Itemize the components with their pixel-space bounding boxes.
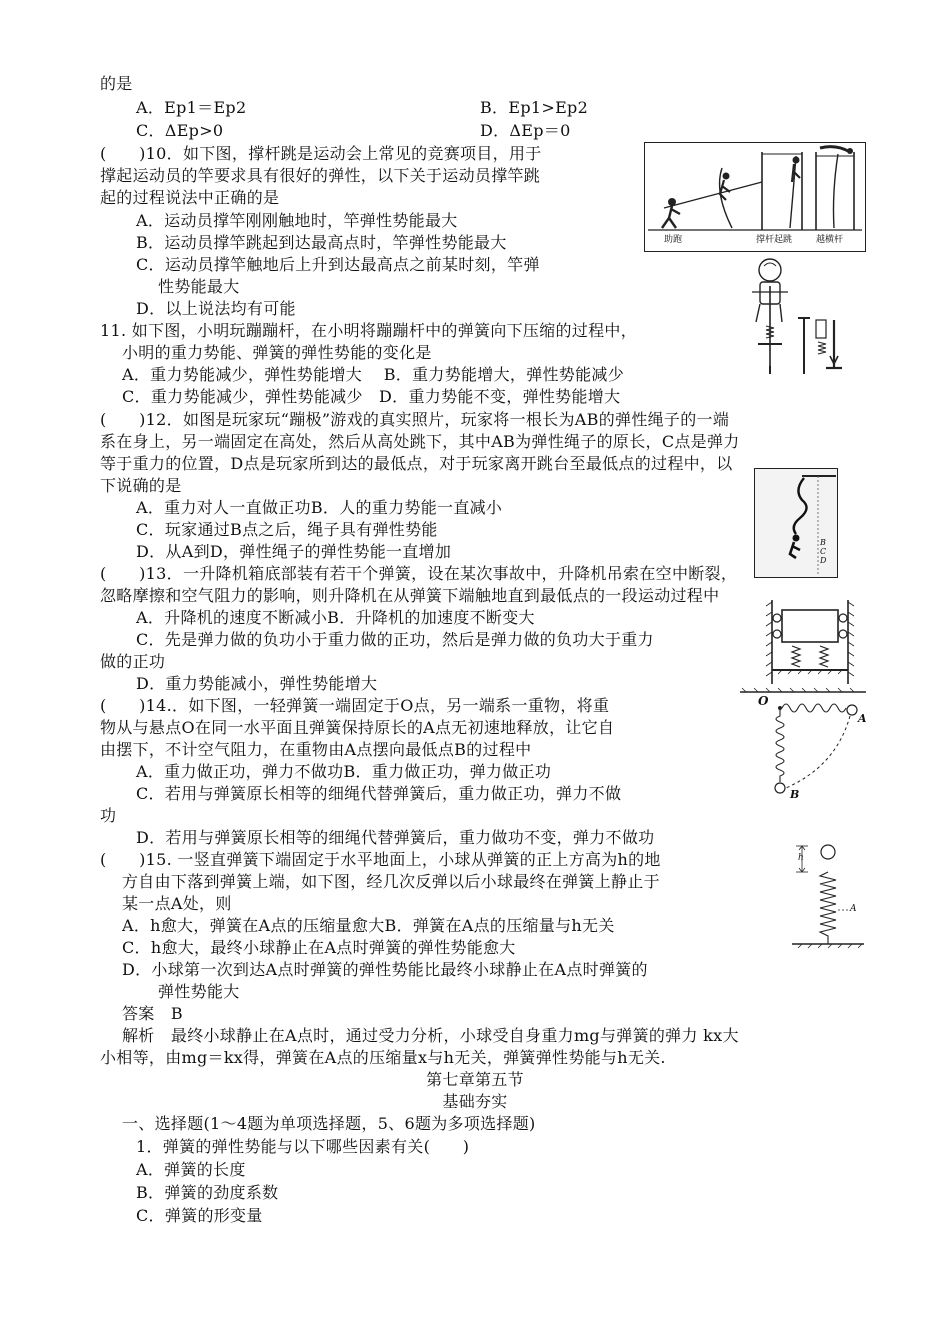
- option-c: C．ΔEp>0: [136, 121, 224, 140]
- q14-line: 由摆下，不计空气阻力，在重物由A点摆向最低点B的过程中: [100, 740, 532, 759]
- q15-explanation: 小相等，由mg＝kx得，弹簧在A点的压缩量x与h无关，弹簧弹性势能与h无关.: [100, 1048, 666, 1067]
- q13-line: 忽略摩擦和空气阻力的影响，则升降机在从弹簧下端触地直到最低点的一段运动过程中: [100, 586, 720, 605]
- q14-option-c: C．若用与弹簧原长相等的细绳代替弹簧后，重力做正功，弹力不做: [136, 784, 622, 803]
- q14-option-d: D．若用与弹簧原长相等的细绳代替弹簧后，重力做功不变，弹力不做功: [136, 828, 655, 847]
- q15-option-c: C．h愈大，最终小球静止在A点时弹簧的弹性势能愈大: [122, 938, 516, 957]
- point-o-label: O: [758, 694, 769, 708]
- pole-vault-figure: [644, 142, 866, 252]
- chapter-heading: 第七章第五节: [426, 1070, 524, 1089]
- q12-line: 等于重力的位置，D点是玩家所到达的最低点，对于玩家离开跳台至最低点的过程中，以: [100, 454, 733, 473]
- q15-option-d: 弹性势能大: [158, 982, 240, 1001]
- figure-label-takeoff: 撑杆起跳: [756, 235, 793, 245]
- q12-option-c: C．玩家通过B点之后，绳子具有弹性势能: [136, 520, 438, 539]
- point-a-label: A: [850, 904, 857, 914]
- figure-label-run: 助跑: [664, 235, 683, 245]
- q14-option-c: 功: [100, 806, 117, 825]
- q11-line: 小明的重力势能、弹簧的弹性势能的变化是: [122, 343, 432, 362]
- q11-options-cd: C．重力势能减少，弹性势能减少 D．重力势能不变，弹性势能增大: [122, 387, 621, 406]
- q12-line: 下说确的是: [100, 476, 182, 495]
- q15-explanation: 解析 最终小球静止在A点时，通过受力分析，小球受自身重力mg与弹簧的弹力 kx大: [122, 1026, 739, 1045]
- q1-option-b: B．弹簧的劲度系数: [136, 1183, 279, 1202]
- q13-option-d: D．重力势能减小，弹性势能增大: [136, 674, 378, 693]
- q1-option-a: A．弹簧的长度: [136, 1160, 246, 1179]
- q14-options-ab: A．重力做正功，弹力不做功B．重力做正功，弹力做正功: [136, 762, 552, 781]
- q15-line: ( )15. 一竖直弹簧下端固定于水平地面上，小球从弹簧的正上方高为h的地: [100, 850, 661, 869]
- q13-option-c: 做的正功: [100, 652, 166, 671]
- ball-spring-figure: [788, 840, 868, 950]
- q11-options-ab: A．重力势能减少，弹性势能增大 B．重力势能增大，弹性势能减少: [122, 365, 624, 384]
- q1-option-c: C．弹簧的形变量: [136, 1206, 263, 1225]
- q10-option-c: C．运动员撑竿触地后上升到达最高点之前某时刻，竿弹: [136, 255, 540, 274]
- q10-option-b: B．运动员撑竿跳起到达最高点时，竿弹性势能最大: [136, 233, 507, 252]
- elevator-springs-figure: [764, 598, 856, 686]
- point-b-label: B: [790, 788, 800, 801]
- q10-option-c: 性势能最大: [158, 277, 240, 296]
- height-h-label: h: [798, 853, 804, 863]
- option-b: B．Ep1>Ep2: [480, 98, 589, 117]
- q12-option-d: D．从A到D，弹性绳子的弹性势能一直增加: [136, 542, 452, 561]
- q15-option-d: D．小球第一次到达A点时弹簧的弹性势能比最终小球静止在A点时弹簧的: [122, 960, 648, 979]
- pogo-stick-figure: [746, 256, 848, 378]
- q12-line: 系在身上，另一端固定在高处，然后从高处跳下，其中AB为弹性绳子的原长，C点是弹力: [100, 432, 740, 451]
- q11-line: 11. 如下图，小明玩蹦蹦杆，在小明将蹦蹦杆中的弹簧向下压缩的过程中，: [100, 321, 638, 340]
- q10-option-d: D．以上说法均有可能: [136, 299, 296, 318]
- spring-pendulum-figure: [736, 684, 870, 804]
- point-c-label: C: [820, 547, 827, 556]
- figure-label-clear: 越横杆: [816, 235, 844, 245]
- q15-line: 某一点A处，则: [122, 894, 232, 913]
- q10-option-a: A．运动员撑竿刚刚触地时，竿弹性势能最大: [136, 211, 458, 230]
- option-a: A．Ep1＝Ep2: [136, 98, 247, 117]
- q13-line: ( )13．一升降机箱底部装有若干个弹簧，设在某次事故中，升降机吊索在空中断裂，: [100, 564, 738, 583]
- q1-stem: 1．弹簧的弹性势能与以下哪些因素有关( ): [136, 1137, 470, 1156]
- part-heading: 一、选择题(1～4题为单项选择题，5、6题为多项选择题): [122, 1114, 536, 1133]
- q12-line: ( )12．如图是玩家玩“蹦极”游戏的真实照片，玩家将一根长为AB的弹性绳子的一端: [100, 410, 730, 429]
- q13-options-ab: A．升降机的速度不断减小B．升降机的加速度不断变大: [136, 608, 535, 627]
- q14-line: 物从与悬点O在同一水平面且弹簧保持原长的A点无初速地释放，让它自: [100, 718, 615, 737]
- point-b-label: B: [820, 538, 826, 547]
- section-subheading: 基础夯实: [442, 1092, 508, 1111]
- q15-options-ab: A．h愈大，弹簧在A点的压缩量愈大B．弹簧在A点的压缩量与h无关: [122, 916, 615, 935]
- point-d-label: D: [820, 556, 827, 565]
- option-d: D．ΔEp＝0: [480, 121, 571, 140]
- q10-line: ( )10．如下图，撑杆跳是运动会上常见的竞赛项目，用于: [100, 144, 542, 163]
- bungee-jump-figure: [754, 468, 838, 578]
- q10-line: 撑起运动员的竿要求具有很好的弹性，以下关于运动员撑竿跳: [100, 166, 541, 185]
- q14-line: ( )14.．如下图，一轻弹簧一端固定于O点，另一端系一重物，将重: [100, 696, 610, 715]
- q15-answer: 答案 B: [122, 1004, 183, 1023]
- q10-line: 起的过程说法中正确的是: [100, 188, 280, 207]
- q13-option-c: C．先是弹力做的负功小于重力做的正功，然后是弹力做的负功大于重力: [136, 630, 654, 649]
- point-a-label: A: [858, 712, 867, 725]
- q15-line: 方自由下落到弹簧上端，如下图，经几次反弹以后小球最终在弹簧上静止于: [122, 872, 660, 891]
- text-line: 的是: [100, 74, 133, 93]
- q12-options-ab: A．重力对人一直做正功B．人的重力势能一直减小: [136, 498, 503, 517]
